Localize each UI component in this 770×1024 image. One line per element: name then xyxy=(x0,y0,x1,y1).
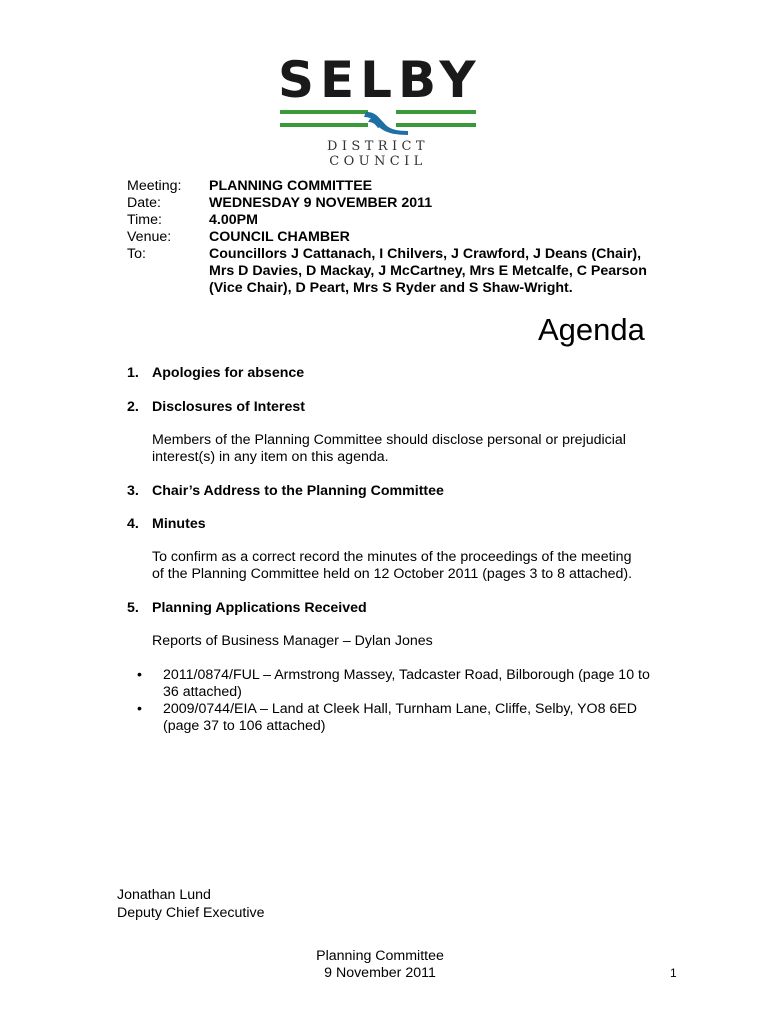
item-number: 5. xyxy=(127,600,139,616)
agenda-item-4 xyxy=(127,516,667,533)
venue-value: COUNCIL CHAMBER xyxy=(209,229,350,245)
logo-wordmark: SELBY xyxy=(278,51,482,109)
item-title: Apologies for absence xyxy=(152,365,305,381)
agenda-item-5 xyxy=(127,600,667,617)
item-title: Disclosures of Interest xyxy=(152,399,305,415)
time-value: 4.00PM xyxy=(209,212,258,228)
recipients-value: Councillors J Cattanach, I Chilvers, J Crawford, J Deans (Chair), Mrs D Davies, D Mackay, J McCartney, Mrs E Metcalfe, C Pearson (Vice Chair), D Peart, Mrs S Ryder and S Shaw-Wright. xyxy=(209,246,647,296)
logo-subtitle: DISTRICT COUNCIL xyxy=(327,139,429,169)
item-description: To confirm as a correct record the minutes of the proceedings of the meeting of the Planning Committee held on 12 October 2011 (pages 3 to 8 attached). xyxy=(152,549,633,582)
date-row xyxy=(127,195,649,212)
item-number: 2. xyxy=(127,399,139,415)
venue-label: Venue: xyxy=(127,229,172,245)
application-list xyxy=(137,667,667,735)
recipients-row xyxy=(127,246,649,297)
footer-committee: Planning Committee xyxy=(316,948,444,964)
item-number: 3. xyxy=(127,483,139,499)
bullet-icon: • xyxy=(137,701,142,717)
agenda-item-1 xyxy=(127,365,667,382)
application-text: 2011/0874/FUL – Armstrong Massey, Tadcaster Road, Bilborough (page 10 to 36 attached) xyxy=(163,667,650,700)
item-description: Members of the Planning Committee should disclose personal or prejudicial interest(s) in any item on this agenda. xyxy=(152,432,626,465)
list-item xyxy=(137,701,667,735)
item-description: Reports of Business Manager – Dylan Jones xyxy=(152,633,433,649)
agenda-items xyxy=(127,365,667,735)
signatory-name: Jonathan Lund xyxy=(117,887,211,903)
recipients-label: To: xyxy=(127,246,146,262)
item-number: 4. xyxy=(127,516,139,532)
agenda-item-3 xyxy=(127,483,667,500)
date-value: WEDNESDAY 9 NOVEMBER 2011 xyxy=(209,195,433,211)
item-title: Planning Applications Received xyxy=(152,600,367,616)
venue-row xyxy=(127,229,649,246)
list-item xyxy=(137,667,667,701)
agenda-item-2 xyxy=(127,399,667,416)
time-label: Time: xyxy=(127,212,162,228)
item-number: 1. xyxy=(127,365,139,381)
agenda-heading: Agenda xyxy=(538,312,645,347)
date-label: Date: xyxy=(127,195,161,211)
signatory xyxy=(117,886,264,922)
meeting-value: PLANNING COMMITTEE xyxy=(209,178,373,194)
meeting-row xyxy=(127,178,649,195)
bullet-icon: • xyxy=(137,667,142,683)
selby-district-council-logo xyxy=(278,51,482,169)
application-text: 2009/0744/EIA – Land at Cleek Hall, Turnham Lane, Cliffe, Selby, YO8 6ED (page 37 to 106 attached) xyxy=(163,701,637,734)
time-row xyxy=(127,212,649,229)
page-footer xyxy=(280,948,480,982)
item-title: Chair’s Address to the Planning Committee xyxy=(152,483,444,499)
meeting-details xyxy=(127,178,649,297)
meeting-label: Meeting: xyxy=(127,178,182,194)
page-number: 1 xyxy=(670,966,677,980)
item-title: Minutes xyxy=(152,516,206,532)
signatory-title: Deputy Chief Executive xyxy=(117,905,265,921)
logo-river-icon xyxy=(278,109,478,135)
footer-date: 9 November 2011 xyxy=(324,965,436,981)
